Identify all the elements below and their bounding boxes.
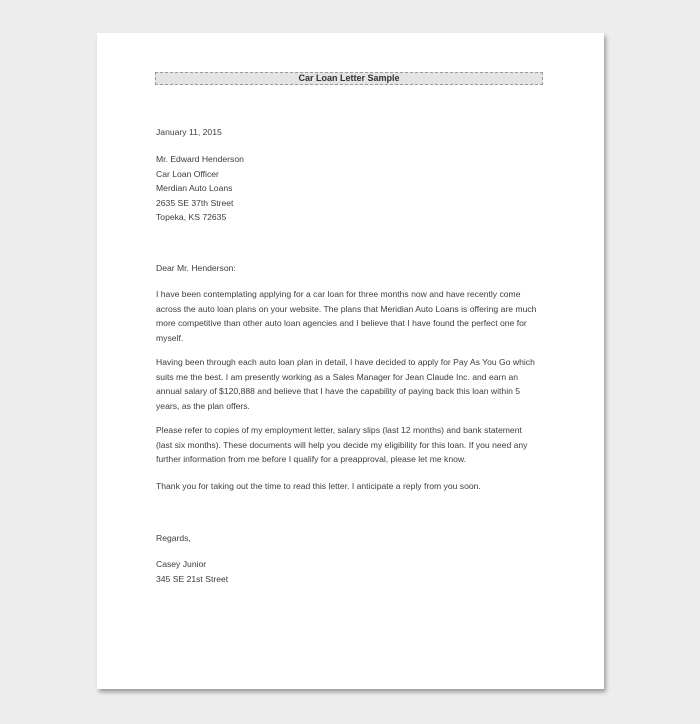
paragraph-line: years, as the plan offers. (156, 400, 250, 411)
recipient-street: 2635 SE 37th Street (156, 197, 234, 208)
recipient-name: Mr. Edward Henderson (156, 154, 244, 164)
paragraph-2 (156, 355, 548, 413)
recipient-position: Car Loan Officer (156, 168, 219, 179)
recipient-city: Topeka, KS 72635 (156, 212, 227, 222)
paragraph-line: (last six months). These documents will help you decide my eligibility for this loan. If you need any (156, 439, 528, 450)
paragraph-3 (156, 423, 548, 467)
paragraph-line: annual salary of $120,888 and believe that I have the capability of paying back this loan within 5 (156, 386, 521, 396)
sender-street: 345 SE 21st Street (156, 573, 229, 584)
paragraph-1 (156, 287, 548, 345)
closing-text: Regards, (156, 533, 191, 543)
paragraph-line: suits me the best. I am presently working as a Sales Manager for Jean Claude Inc. and earn an (156, 371, 519, 382)
paragraph-line: further information from me before I qualify for a preapproval, please let me know. (156, 454, 467, 464)
paragraph-line: more competitive than other auto loan agencies and I believe that I have found the perfect one for (156, 318, 527, 328)
letter-date (156, 125, 548, 140)
sender-block (156, 557, 548, 586)
paragraph-line: Thank you for taking out the time to read this letter. I anticipate a reply from you soon. (156, 481, 481, 491)
sender-name: Casey Junior (156, 559, 207, 569)
recipient-company: Merdian Auto Loans (156, 183, 233, 193)
recipient-address (156, 152, 548, 225)
letter-page (97, 33, 604, 689)
salutation (156, 261, 548, 276)
closing (156, 531, 548, 546)
paragraph-line: myself. (156, 332, 184, 343)
salutation-text: Dear Mr. Henderson: (156, 263, 236, 273)
date-text: January 11, 2015 (156, 127, 222, 137)
paragraph-4 (156, 479, 548, 494)
paragraph-line: I have been contemplating applying for a car loan for three months now and have recently come (156, 289, 521, 299)
paragraph-line: Please refer to copies of my employment letter, salary slips (last 12 months) and bank statement (156, 425, 522, 435)
paragraph-line: Having been through each auto loan plan in detail, I have decided to apply for Pay As You Go which (156, 357, 535, 367)
paragraph-line: across the auto loan plans on your website. The plans that Meridian Auto Loans is offering are much (156, 303, 537, 314)
document-title: Car Loan Letter Sample (155, 72, 543, 85)
